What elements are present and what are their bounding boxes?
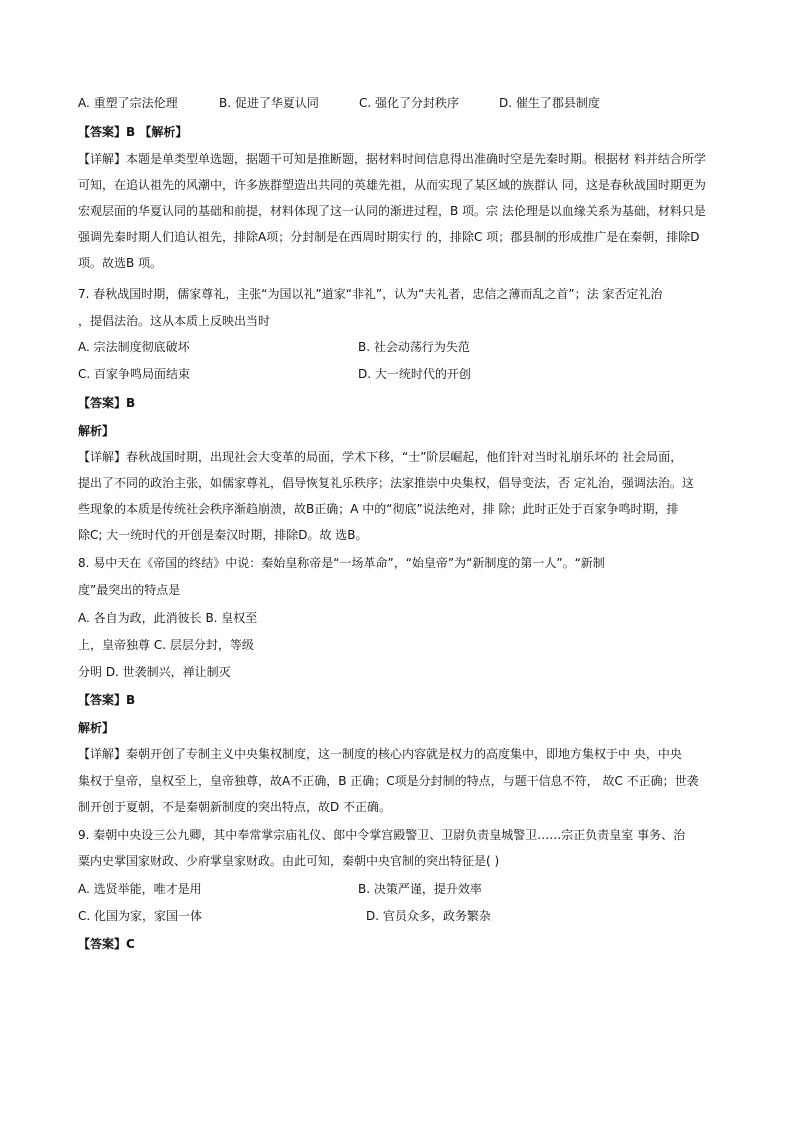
q6-detail-line: 【详解】本题是单类型单选题，据题干可知是推断题，据材料时间信息得出准确时空是先秦时期。根据材 料并结合所学 <box>78 152 706 166</box>
q9-option-d: D. 官员众多，政务繁杂 <box>366 909 491 923</box>
q8-detail-line: 制开创于夏朝，不是秦朝新制度的突出特点，故D 不正确。 <box>78 800 392 814</box>
q7-stem-line: ，提倡法治。这从本质上反映出当时 <box>78 314 271 328</box>
q7-detail-line: 提出了不同的政治主张，如儒家尊礼，倡导恢复礼乐秩序；法家推崇中央集权，倡导变法，否 定礼治，强调法治。这 <box>78 476 694 490</box>
q6-detail-line: 宏观层面的华夏认同的基础和前提，材料体现了这一认同的渐进过程，B 项。宗 法伦理是以血缘关系为基础，材料只是 <box>78 204 706 218</box>
q9-answer: 【答案】C <box>78 937 135 951</box>
q9-stem-line: 粟内史掌国家财政、少府掌皇家财政。由此可知，秦朝中央官制的突出特征是( ) <box>78 854 500 868</box>
q8-analysis-label: 解析】 <box>78 721 115 735</box>
q8-stem-line: 8. 易中天在《帝国的终结》中说：秦始皇称帝是“一场革命”，“始皇帝”为“新制度的第一人”。“新制 <box>78 556 605 570</box>
q6-detail-line: 项。故选B 项。 <box>78 256 163 270</box>
q8-options-line: 分明 D. 世袭制兴，禅让制灭 <box>78 665 231 679</box>
q8-stem-line: 度”最突出的特点是 <box>78 583 181 597</box>
q9-option-a: A. 选贤举能，唯才是用 <box>78 882 202 896</box>
q7-detail-line: 除C; 大一统时代的开创是秦汉时期，排除D。故 选B。 <box>78 528 368 542</box>
q6-option-c: C. 强化了分封秩序 <box>359 96 460 110</box>
q7-option-c: C. 百家争鸣局面结束 <box>78 367 191 381</box>
q6-detail-line: 强调先秦时期人们追认祖先，排除A项；分封制是在西周时期实行 的，排除C 项；郡县制的形成推广是在秦朝，排除D <box>78 230 700 244</box>
q9-stem-line: 9. 秦朝中央设三公九卿，其中奉常掌宗庙礼仪、郎中令掌宫殿警卫、卫尉负责皇城警卫……宗正负责皇室 事务、治 <box>78 828 686 842</box>
q7-option-d: D. 大一统时代的开创 <box>358 367 471 381</box>
q6-option-d: D. 催生了郡县制度 <box>499 96 600 110</box>
q7-analysis-label: 解析】 <box>78 424 115 438</box>
q8-detail-line: 【详解】秦朝开创了专制主义中央集权制度，这一制度的核心内容就是权力的高度集中，即地方集权于中 央，中央 <box>78 747 682 761</box>
q8-answer: 【答案】B <box>78 693 136 707</box>
q7-detail-line: 【详解】春秋战国时期，出现社会大变革的局面，学术下移，“士”阶层崛起，他们针对当时礼崩乐坏的 社会局面， <box>78 450 683 464</box>
q6-detail-line: 可知，在追认祖先的风潮中，许多族群塑造出共同的英雄先祖，从而实现了某区域的族群认 同，这是春秋战国时期更为 <box>78 178 706 192</box>
q7-answer: 【答案】B <box>78 396 136 410</box>
q8-options-line: A. 各自为政，此消彼长 B. 皇权至 <box>78 611 258 625</box>
q8-detail-line: 集权于皇帝，皇权至上，皇帝独尊，故A不正确，B 正确；C项是分封制的特点，与题干信息不符， 故C 不正确；世袭 <box>78 774 699 788</box>
q6-option-b: B. 促进了华夏认同 <box>219 96 319 110</box>
q7-option-a: A. 宗法制度彻底破坏 <box>78 340 190 354</box>
q7-detail-line: 些现象的本质是传统社会秩序渐趋崩溃，故B正确；A 中的“彻底”说法绝对，排 除；此时正处于百家争鸣时期，排 <box>78 502 679 516</box>
q9-option-c: C. 化国为家，家国一体 <box>78 909 203 923</box>
q6-option-a: A. 重塑了宗法伦理 <box>78 96 178 110</box>
q9-option-b: B. 决策严谨，提升效率 <box>358 882 482 896</box>
q7-stem-line: 7. 春秋战国时期，儒家尊礼，主张“为国以礼”道家“非礼”，认为“夫礼者，忠信之薄而乱之首”；法 家否定礼治 <box>78 287 663 301</box>
q8-options-line: 上，皇帝独尊 C. 层层分封，等级 <box>78 638 254 652</box>
q7-option-b: B. 社会动荡行为失范 <box>358 340 470 354</box>
q6-answer: 【答案】B 【解析】 <box>78 125 188 139</box>
